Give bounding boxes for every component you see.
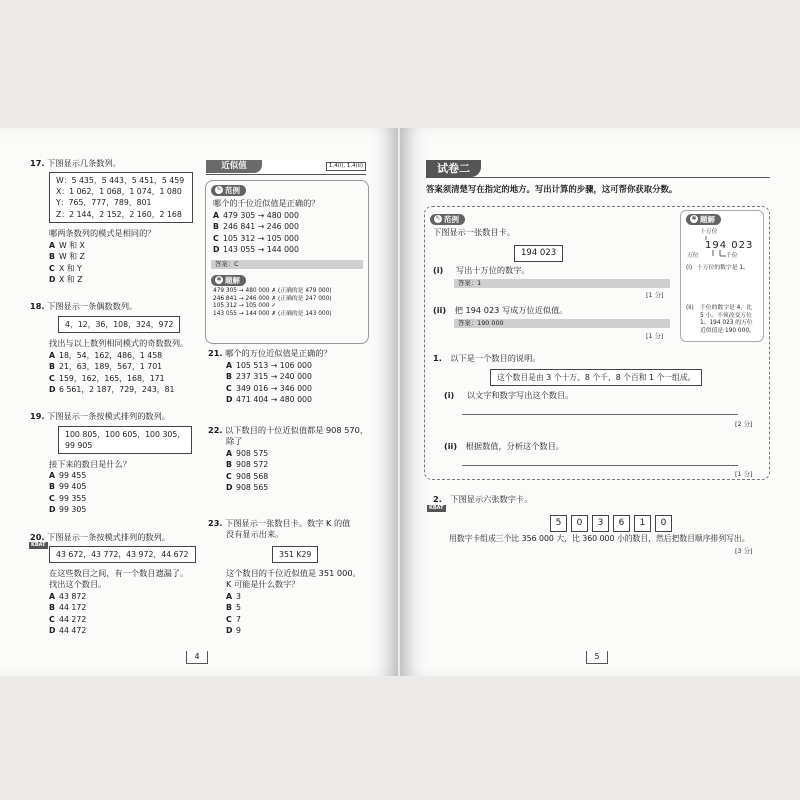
q17-option-a[interactable]: A W 和 X: [49, 241, 85, 250]
example-number-card: 194 023: [514, 245, 563, 262]
page-number-right: 5: [586, 651, 608, 664]
q19-options: [49, 470, 86, 516]
q1-part-i: (i) 以文字和数字写出这个数目。: [444, 390, 574, 400]
q17-options: [49, 240, 85, 286]
q18-option-c[interactable]: C 159，162，165，168，171: [49, 373, 165, 383]
q21-option-d[interactable]: D 471 404 → 480 000: [226, 395, 312, 405]
q22-option-b[interactable]: B 908 572: [226, 460, 269, 470]
q23-option-b[interactable]: B 5: [226, 603, 241, 613]
q20-prompt: 20. 下图显示一条按模式排列的数列。: [30, 532, 170, 542]
q23-number-card: 351 K29: [272, 546, 318, 563]
q20-question-2: 找出这个数目。: [49, 579, 107, 589]
solution-label: ✱ 题解: [211, 275, 246, 286]
solution-part-i: (i) 十万位的数字是 1。: [686, 265, 749, 271]
q21-prompt: 21. 哪个的万位近似值是正确的？: [208, 348, 332, 358]
q22-option-a[interactable]: A 908 575: [226, 449, 269, 458]
q2-question: 用数字卡组成三个比 356 000 大，比 360 000 小的数目，然后把数目顺序排列写出。: [449, 534, 750, 543]
right-page: [400, 128, 800, 676]
q1-mark-ii: [1 分]: [735, 470, 753, 478]
example-prompt: 下图显示一张数目卡。: [433, 227, 515, 237]
solution-label: ✱ 题解: [686, 214, 721, 225]
lightbulb-icon: ✱: [216, 276, 222, 283]
left-page: [0, 128, 398, 676]
q19-prompt: 19. 下图显示一条按模式排列的数列。: [30, 411, 170, 421]
q1-part-ii: (ii) 根据数值，分析这个数目。: [444, 441, 564, 451]
q18-option-a[interactable]: A 18，54，162，486，1 458: [49, 351, 163, 360]
q17-row-w: W：5 435，5 443，5 451，5 459: [56, 176, 185, 185]
approx-option-d: D 143 055 → 144 000: [213, 245, 299, 255]
example-label: ✎ 范例: [430, 214, 465, 225]
solution-number: 194 023: [705, 240, 754, 251]
q17-option-d[interactable]: D X 和 Z: [49, 275, 83, 285]
q17-option-c[interactable]: C X 和 Y: [49, 263, 82, 273]
approx-title: 近似值: [206, 160, 262, 173]
q20-options: [49, 591, 86, 637]
approx-solution-lines: 479 305 → 480 000 ✗ (正确的是 479 000) 246 841 → 246 000 ✗ (正确的是 247 000) 105 312 → 105 000 ✓ 143 055 → 144 000 ✗ (正确的是 143 000): [213, 288, 332, 317]
example-answer-i: 答案：1: [454, 279, 670, 288]
q19-option-d[interactable]: D 99 305: [49, 505, 87, 515]
q19-option-a[interactable]: A 99 455: [49, 471, 87, 480]
q20-option-d[interactable]: D 44 472: [49, 626, 87, 636]
q23-question-1: 这个数目的千位近似值是 351 000。: [226, 568, 361, 578]
q23-option-a[interactable]: A 3: [226, 592, 241, 601]
approx-option-b: B 246 841 → 246 000: [213, 222, 299, 232]
digit-card: 5: [550, 515, 567, 532]
q17-question: 哪两条数列的模式是相同的？: [49, 228, 156, 238]
example-answer-ii: 答案：190 000: [454, 319, 670, 328]
q22-option-d[interactable]: D 908 565: [226, 483, 269, 493]
q1-prompt: 1. 以下是一个数目的说明。: [433, 353, 541, 363]
example-part-i: (i) 写出十万位的数字。: [433, 265, 530, 275]
example-label: ✎ 范例: [211, 185, 246, 196]
q18-option-b[interactable]: B 21，63，189，567，1 701: [49, 362, 163, 372]
title-underline: [426, 177, 770, 178]
digit-card: 6: [613, 515, 630, 532]
q1-answer-line-i[interactable]: [462, 414, 738, 415]
q20-option-c[interactable]: C 44 272: [49, 614, 87, 624]
q17-row-z: Z：2 144，2 152，2 160，2 168: [56, 209, 182, 219]
example-icon: ✎: [435, 215, 441, 222]
example-icon: ✎: [216, 186, 222, 193]
q20-sequence-box: 43 672，43 772，43 972，44 672: [49, 546, 196, 563]
approx-ref: 1.4(i), 1.4(ii): [326, 162, 366, 171]
q19-option-c[interactable]: C 99 355: [49, 493, 87, 503]
page-number-left: 4: [186, 651, 208, 664]
q23-question-2: K 可能是什么数字？: [226, 579, 300, 589]
approx-example-question: 哪个的千位近似值是正确的？: [213, 198, 320, 208]
q22-options: [226, 448, 268, 494]
solution-part-ii: 千位的数字是 4，比 5 小。不须改变万位 1。194 023 的万位 近似值是 190 000。: [700, 305, 755, 334]
q17-row-x: X：1 062，1 068，1 074，1 080: [56, 187, 182, 197]
solution-label-hundred-thousand: 十万位: [700, 229, 718, 235]
q23-prompt: 23. 下图显示一张数目卡。数字 K 的值: [208, 518, 351, 528]
instruction: 答案须清楚写在指定的地方。写出计算的步骤，这可帮你获取分数。: [426, 184, 678, 194]
q2-mark: [3 分]: [735, 547, 753, 555]
q18-options: [49, 350, 175, 396]
q20-option-b[interactable]: B 44 172: [49, 603, 87, 613]
q17-sequence-box: [49, 172, 193, 223]
q17-option-b[interactable]: B W 和 Z: [49, 252, 85, 262]
hots-badge: KBAT: [31, 542, 46, 548]
digit-card: 0: [655, 515, 672, 532]
example-mark-ii: [1 分]: [646, 332, 664, 340]
q18-prompt: 18. 下图显示一条偶数数列。: [30, 301, 138, 311]
digit-card: 1: [634, 515, 651, 532]
solution-label-thousand: 千位: [726, 253, 738, 259]
q19-question: 接下来的数目是什么？: [49, 459, 131, 469]
approx-option-a: A 479 305 → 480 000: [213, 211, 299, 220]
q22-prompt: 22. 以下数目的十位近似值都是 908 570，: [208, 425, 369, 435]
approx-example-options: [213, 210, 299, 256]
approx-header: [206, 160, 366, 175]
lightbulb-icon: ✱: [691, 215, 697, 222]
q18-option-d[interactable]: D 6 561，2 187，729，243，81: [49, 385, 175, 395]
q22-option-c[interactable]: C 908 568: [226, 471, 269, 481]
q23-options: [226, 591, 241, 637]
q21-option-a[interactable]: A 105 513 → 106 000: [226, 361, 312, 370]
hots-badge: KBAT: [429, 505, 444, 511]
q21-option-c[interactable]: C 349 016 → 346 000: [226, 383, 312, 393]
solution-label-ten-thousand: 万位: [687, 253, 699, 259]
q17-row-y: Y：765，777，789，801: [56, 198, 152, 208]
digit-card: 3: [592, 515, 609, 532]
q21-option-b[interactable]: B 237 315 → 240 000: [226, 372, 312, 382]
approx-answer-bar: 答案：C: [211, 260, 363, 269]
approx-option-c: C 105 312 → 105 000: [213, 233, 299, 243]
q19-sequence-box: 100 805，100 605，100 305， 99 905: [58, 426, 192, 454]
q18-question: 找出与以上数列相同模式的奇数数列。: [49, 338, 189, 348]
q23-option-d[interactable]: D 9: [226, 626, 241, 636]
q1-description-box: 这个数目是由 3 个十万、8 个千、8 个百和 1 个一组成。: [490, 369, 702, 386]
solution-part-ii-num: (ii): [686, 305, 694, 311]
q20-question-1: 在这些数目之间，有一个数目遗漏了。: [49, 568, 189, 578]
paper-title: 试卷二: [426, 160, 481, 177]
q2-prompt: 2. 下图显示六张数字卡。: [433, 494, 533, 504]
q20-option-a[interactable]: A 43 872: [49, 592, 87, 601]
example-mark-i: [1 分]: [646, 291, 664, 299]
q1-answer-line-ii[interactable]: [462, 465, 738, 466]
q23-option-c[interactable]: C 7: [226, 614, 241, 624]
q21-options: [226, 360, 312, 406]
example-part-ii: (ii) 把 194 023 写成万位近似值。: [433, 305, 568, 315]
q22-prompt-2: 除了: [226, 436, 243, 446]
digit-card: 0: [571, 515, 588, 532]
q18-sequence-box: 4，12，36，108，324，972: [58, 316, 180, 333]
q17-prompt: 17. 下图显示几条数列。: [30, 158, 121, 168]
q19-option-b[interactable]: B 99 405: [49, 482, 87, 492]
q2-digit-cards: [550, 510, 676, 532]
q23-prompt-2: 没有显示出来。: [226, 529, 284, 539]
q1-mark-i: [2 分]: [735, 420, 753, 428]
